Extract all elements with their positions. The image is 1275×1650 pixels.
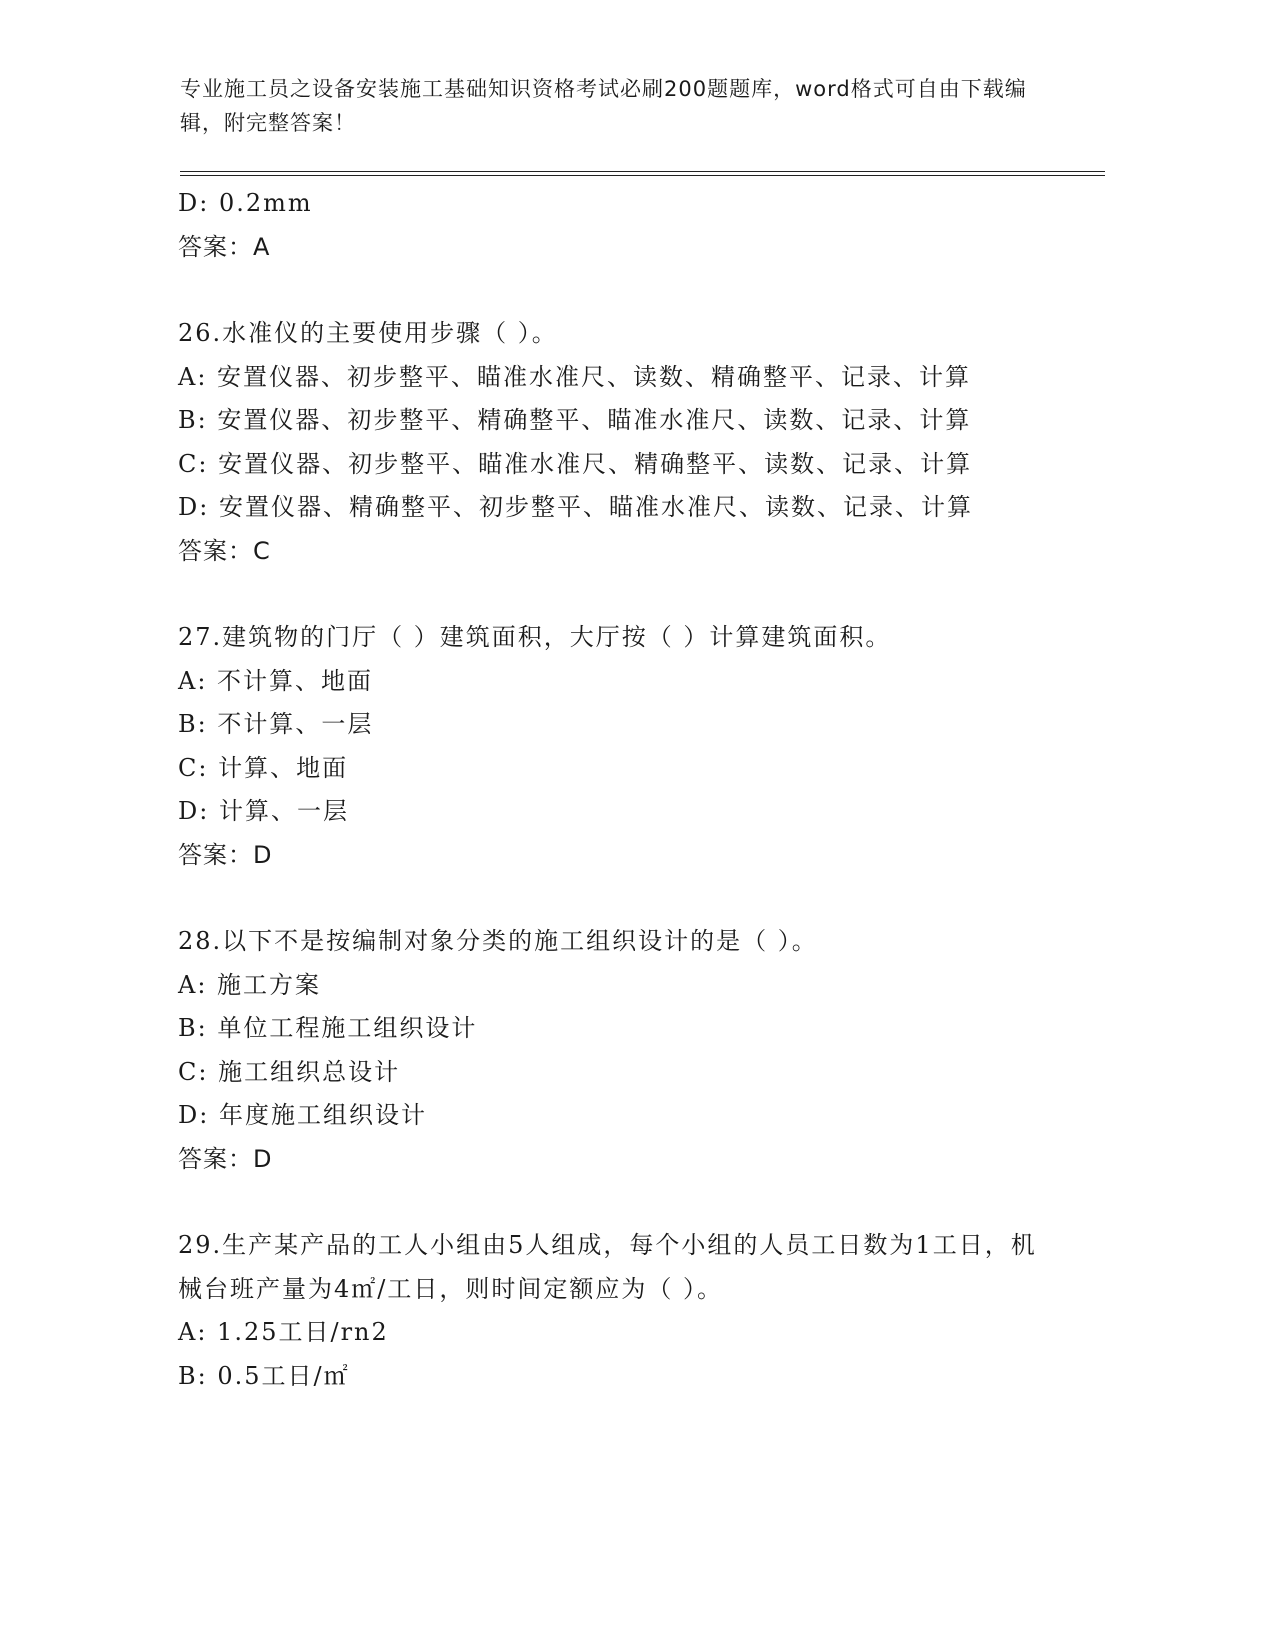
spacer [178, 1181, 1078, 1224]
spacer [178, 877, 1078, 920]
option-a: A: 安置仪器、初步整平、瞄准水准尺、读数、精确整平、记录、计算 [178, 362, 972, 391]
option-d: D: 计算、一层 [178, 797, 349, 825]
spacer [178, 573, 1078, 616]
question-stem: 28.以下不是按编制对象分类的施工组织设计的是（ ）。 [178, 927, 818, 955]
option-d: D: 年度施工组织设计 [178, 1101, 427, 1129]
question-27 [178, 616, 1078, 877]
question-26 [178, 312, 1078, 573]
answer-line: 答案：A [178, 232, 271, 261]
question-29 [178, 1224, 1078, 1398]
option-b: B: 0.5工日/㎡ [178, 1361, 350, 1390]
option-b: B: 单位工程施工组织设计 [178, 1014, 478, 1042]
spacer [178, 269, 1078, 312]
option-c: C: 安置仪器、初步整平、瞄准水准尺、精确整平、读数、记录、计算 [178, 449, 973, 478]
option-d: D: 0.2mm [178, 189, 313, 217]
option-a: A: 1.25工日/rn2 [178, 1318, 389, 1346]
option-c: C: 计算、地面 [178, 753, 349, 782]
question-stem: 29.生产某产品的工人小组由5人组成，每个小组的人员工日数为1工日，机械台班产量为4㎡/工日，则时间定额应为（ ）。 [178, 1231, 1037, 1303]
question-stem: 27.建筑物的门厅（ ）建筑面积，大厅按（ ）计算建筑面积。 [178, 623, 892, 651]
answer-line: 答案：D [178, 840, 273, 869]
option-a: A: 不计算、地面 [178, 666, 374, 695]
question-list [178, 182, 1078, 1398]
answer-line: 答案：D [178, 1144, 273, 1173]
question-25-fragment [178, 182, 1078, 269]
option-a: A: 施工方案 [178, 970, 322, 999]
page-header [180, 72, 1060, 140]
header-rule-bottom [180, 175, 1105, 176]
question-28 [178, 920, 1078, 1181]
header-rule-top [180, 171, 1105, 172]
option-d: D: 安置仪器、精确整平、初步整平、瞄准水准尺、读数、记录、计算 [178, 493, 973, 521]
question-stem: 26.水准仪的主要使用步骤（ ）。 [178, 319, 558, 347]
answer-line: 答案：C [178, 536, 271, 565]
option-c: C: 施工组织总设计 [178, 1057, 401, 1086]
option-b: B: 不计算、一层 [178, 710, 374, 738]
document-title: 专业施工员之设备安装施工基础知识资格考试必刷200题题库，word格式可自由下载编辑，附完整答案！ [180, 77, 1027, 135]
option-b: B: 安置仪器、初步整平、精确整平、瞄准水准尺、读数、记录、计算 [178, 406, 972, 434]
